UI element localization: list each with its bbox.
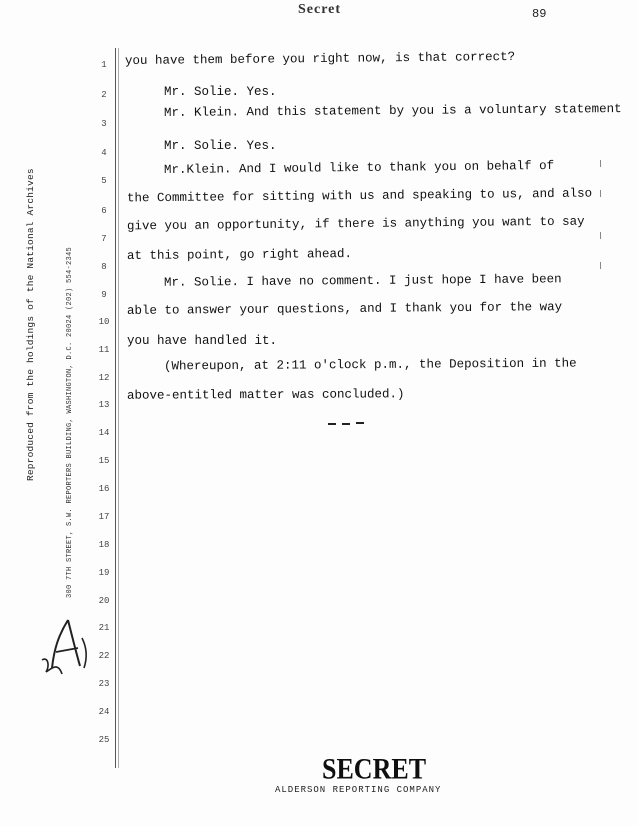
reporting-company-footer: ALDERSON REPORTING COMPANY [275, 785, 442, 795]
transcript-line: at this point, go right ahead. [126, 247, 353, 263]
line-number: 17 [98, 512, 110, 522]
transcript-line: above-entitled matter was concluded.) [126, 387, 405, 403]
right-margin-mark [600, 232, 601, 239]
line-number: 10 [98, 317, 110, 327]
line-number: 11 [98, 345, 110, 355]
line-number: 24 [98, 707, 110, 717]
reporter-address-side-note: 300 7TH STREET, S.W. REPORTERS BUILDING, WASHINGTON, D.C. 20024 (202) 554-2345 [66, 246, 74, 598]
end-dash [328, 423, 336, 425]
handwritten-initials-signature [38, 616, 94, 678]
transcript-line: (Whereupon, at 2:11 o'clock p.m., the Deposition in the [163, 356, 577, 374]
line-number: 8 [101, 262, 107, 272]
line-number: 3 [101, 119, 107, 129]
right-margin-mark [600, 262, 601, 269]
line-number: 7 [101, 234, 107, 244]
transcript-line: Mr. Klein. And this statement by you is a voluntary statement [163, 102, 622, 120]
left-margin-rule-inner [118, 48, 119, 768]
line-number: 6 [101, 206, 107, 216]
line-number: 1 [101, 60, 107, 70]
end-dash [342, 423, 350, 425]
line-number: 23 [98, 679, 110, 689]
line-number: 9 [101, 290, 107, 300]
transcript-line: you have handled it. [127, 334, 278, 348]
line-number: 19 [98, 568, 110, 578]
transcript-line: able to answer your questions, and I thank you for the way [126, 300, 563, 318]
line-number: 21 [98, 623, 110, 633]
line-number: 22 [98, 651, 110, 661]
left-margin-rule [115, 48, 116, 768]
line-number: 13 [98, 400, 110, 410]
archives-side-note: Reproduced from the holdings of the National Archives [25, 168, 36, 481]
line-number: 4 [101, 148, 107, 158]
line-number: 18 [98, 540, 110, 550]
secret-stamp: SECRET [322, 752, 427, 786]
right-margin-mark [600, 160, 601, 167]
line-number: 5 [101, 176, 107, 186]
line-number: 2 [101, 90, 107, 100]
transcript-line: Mr. Solie. Yes. [164, 85, 277, 99]
page-number: 89 [532, 7, 547, 21]
header-classification-mark: Secret [298, 2, 342, 17]
transcript-line: Mr. Solie. I have no comment. I just hope I have been [163, 272, 562, 290]
line-number: 15 [98, 456, 110, 466]
transcript-line: Mr. Solie. Yes. [164, 139, 277, 153]
transcript-line: Mr.Klein. And I would like to thank you on behalf of [163, 158, 555, 178]
right-margin-mark [600, 190, 601, 197]
line-number: 16 [98, 484, 110, 494]
line-number: 20 [98, 596, 110, 606]
end-dash [356, 422, 364, 424]
transcript-line: you have them before you right now, is that correct? [124, 49, 516, 69]
line-number: 14 [98, 428, 110, 438]
line-number: 25 [98, 735, 110, 745]
transcript-line: the Committee for sitting with us and speaking to us, and also [126, 186, 593, 206]
line-number: 12 [98, 373, 110, 383]
transcript-line: give you an opportunity, if there is anything you want to say [126, 214, 585, 234]
